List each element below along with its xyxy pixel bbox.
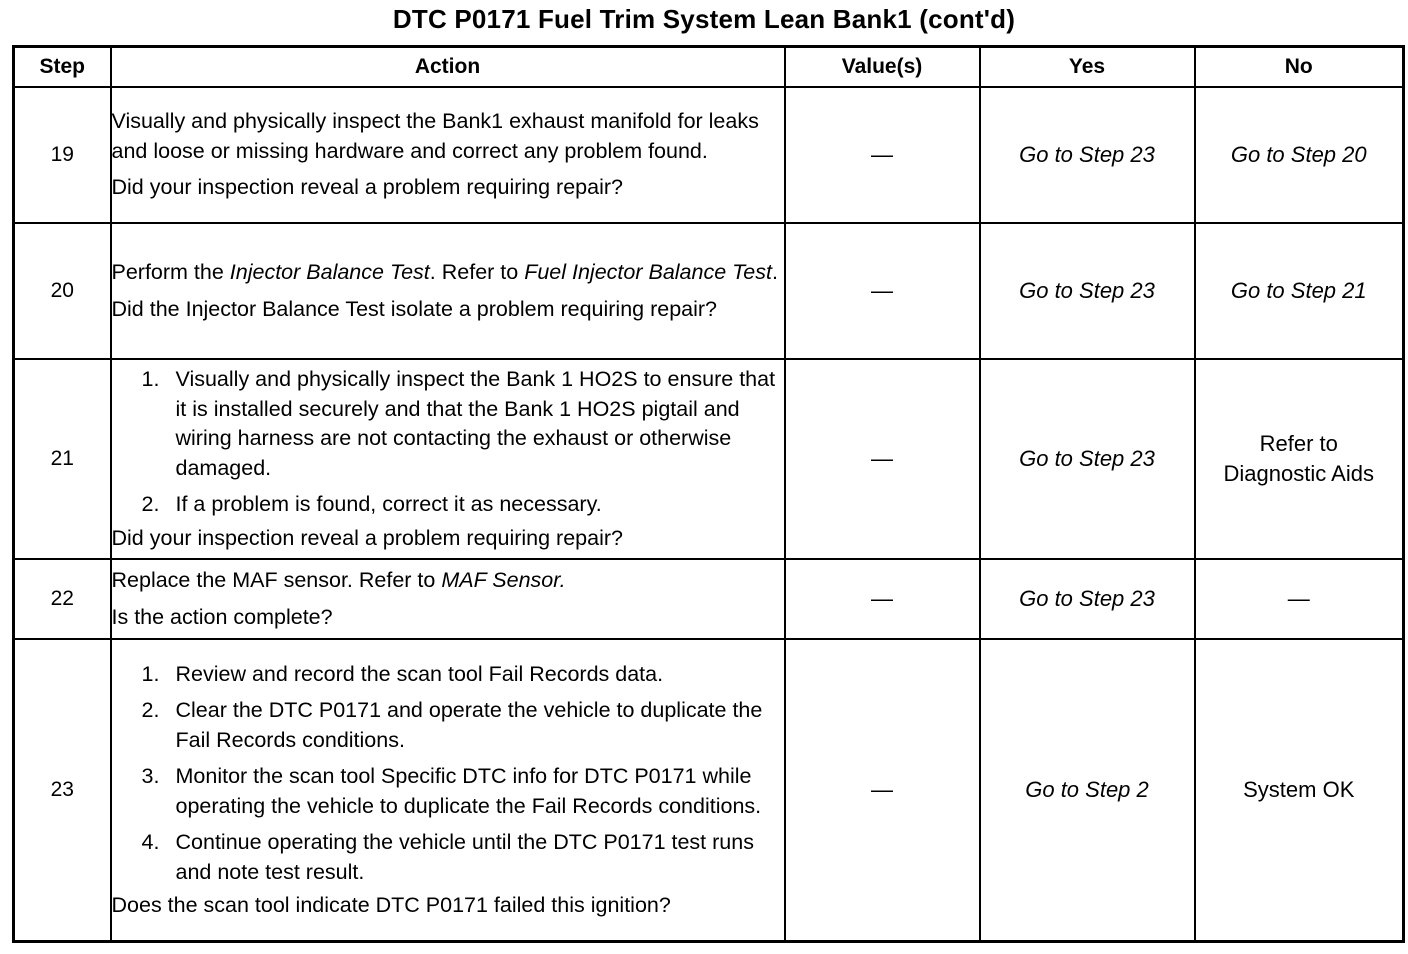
list-text: Visually and physically inspect the Bank 1 HO2S to ensure that it is installed securely and that the Bank 1 HO2S pigtail and wiring harness are not contacting the exhaust or otherwise damaged. (175, 367, 776, 480)
yes-cell: Go to Step 23 (980, 359, 1195, 559)
value-cell: — (785, 359, 980, 559)
value-cell: — (785, 559, 980, 639)
action-cell (111, 223, 785, 359)
step-number: 20 (14, 223, 111, 359)
yes-cell: Go to Step 23 (980, 559, 1195, 639)
step-number: 22 (14, 559, 111, 639)
action-list (112, 660, 784, 888)
header-action: Action (111, 47, 785, 88)
list-text: Clear the DTC P0171 and operate the vehicle to duplicate the Fail Records conditions. (175, 698, 763, 752)
table-row-step-20 (14, 223, 1404, 359)
step-number: 21 (14, 359, 111, 559)
action-cell (111, 87, 785, 223)
yes-cell: Go to Step 23 (980, 223, 1195, 359)
action-list (112, 365, 784, 520)
list-number: 4. (141, 830, 160, 854)
step-number: 23 (14, 639, 111, 942)
value-cell: — (785, 87, 980, 223)
table-header-row (14, 47, 1404, 88)
diagnostic-table (12, 45, 1405, 943)
table-row-step-21 (14, 359, 1404, 559)
header-no: No (1195, 47, 1404, 88)
list-item (136, 828, 784, 887)
table-row-step-22 (14, 559, 1404, 639)
list-item (136, 762, 784, 821)
list-text: Continue operating the vehicle until the DTC P0171 test runs and note test result. (175, 830, 754, 884)
no-cell: Go to Step 21 (1195, 223, 1404, 359)
yes-cell: Go to Step 2 (980, 639, 1195, 942)
header-step: Step (14, 47, 111, 88)
action-text (112, 566, 784, 596)
action-question: Did your inspection reveal a problem requiring repair? (111, 525, 623, 550)
list-number: 1. (141, 367, 160, 391)
action-cell (111, 359, 785, 559)
list-number: 2. (141, 698, 160, 722)
step-number: 19 (14, 87, 111, 223)
list-number: 1. (141, 661, 160, 686)
action-cell (111, 559, 785, 639)
list-text: If a problem is found, correct it as necessary. (175, 492, 602, 516)
test-reference: Injector Balance Test (229, 260, 430, 284)
no-cell: Go to Step 20 (1195, 87, 1404, 223)
action-text-part: . (772, 260, 778, 284)
no-cell: System OK (1195, 639, 1404, 942)
no-cell-line: Refer to (1259, 431, 1338, 456)
action-question: Did the Injector Balance Test isolate a problem requiring repair? (111, 296, 718, 321)
header-values: Value(s) (785, 47, 980, 88)
action-text-part: Replace the MAF sensor. Refer to (111, 568, 442, 592)
action-question: Is the action complete? (111, 604, 333, 629)
table-row-step-23 (14, 639, 1404, 942)
list-item (136, 660, 784, 690)
list-number: 2. (141, 492, 160, 516)
yes-cell: Go to Step 23 (980, 87, 1195, 223)
header-yes: Yes (980, 47, 1195, 88)
no-cell: — (1195, 559, 1404, 639)
action-text (112, 258, 784, 288)
list-text: Monitor the scan tool Specific DTC info for DTC P0171 while operating the vehicle to duplicate the Fail Records conditions. (175, 764, 762, 818)
procedure-reference: MAF Sensor. (441, 568, 566, 592)
action-question: Did your inspection reveal a problem requiring repair? (111, 175, 623, 200)
action-text: Visually and physically inspect the Bank1 exhaust manifold for leaks and loose or missing hardware and correct any problem found. (111, 109, 759, 163)
table-row-step-19 (14, 87, 1404, 223)
action-question: Does the scan tool indicate DTC P0171 failed this ignition? (111, 893, 671, 917)
list-item (136, 696, 784, 755)
no-cell-line: Diagnostic Aids (1223, 461, 1374, 486)
page-title: DTC P0171 Fuel Trim System Lean Bank1 (cont'd) (392, 4, 1016, 34)
no-cell (1195, 359, 1404, 559)
list-item (136, 365, 784, 483)
list-item (136, 490, 784, 520)
value-cell: — (785, 223, 980, 359)
list-text: Review and record the scan tool Fail Records data. (175, 661, 664, 686)
value-cell: — (785, 639, 980, 942)
list-number: 3. (141, 764, 160, 788)
action-text-part: . Refer to (429, 260, 525, 284)
action-cell (111, 639, 785, 942)
procedure-reference: Fuel Injector Balance Test (524, 260, 772, 284)
action-text-part: Perform the (111, 260, 230, 284)
